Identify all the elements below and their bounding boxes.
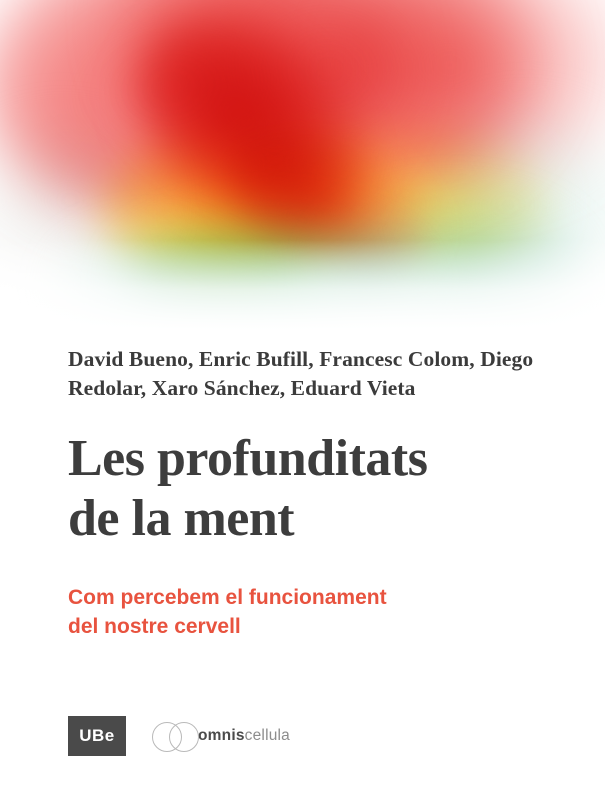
ub-logo: UBe <box>68 716 126 756</box>
subtitle-line-1: Com percebem el funcionament <box>68 586 387 609</box>
rings-icon <box>152 719 204 753</box>
authors-line: David Bueno, Enric Bufill, Francesc Colom, Diego Redolar, Xaro Sánchez, Eduard Vieta <box>68 347 534 400</box>
omniscellula-logo <box>152 719 290 753</box>
subtitle-line-2: del nostre cervell <box>68 615 241 638</box>
omniscellula-light: cellula <box>244 727 290 744</box>
cover-artwork <box>0 0 605 330</box>
artwork-fade-overlay <box>0 240 605 330</box>
omniscellula-bold: omnis <box>198 727 245 744</box>
title-line-2: de la ment <box>68 490 295 547</box>
subtitle <box>68 583 558 641</box>
omniscellula-wordmark <box>198 727 290 745</box>
cover-text-block <box>68 345 558 641</box>
title-line-1: Les profunditats <box>68 430 428 487</box>
logo-row <box>68 716 290 756</box>
page-title <box>68 429 558 549</box>
